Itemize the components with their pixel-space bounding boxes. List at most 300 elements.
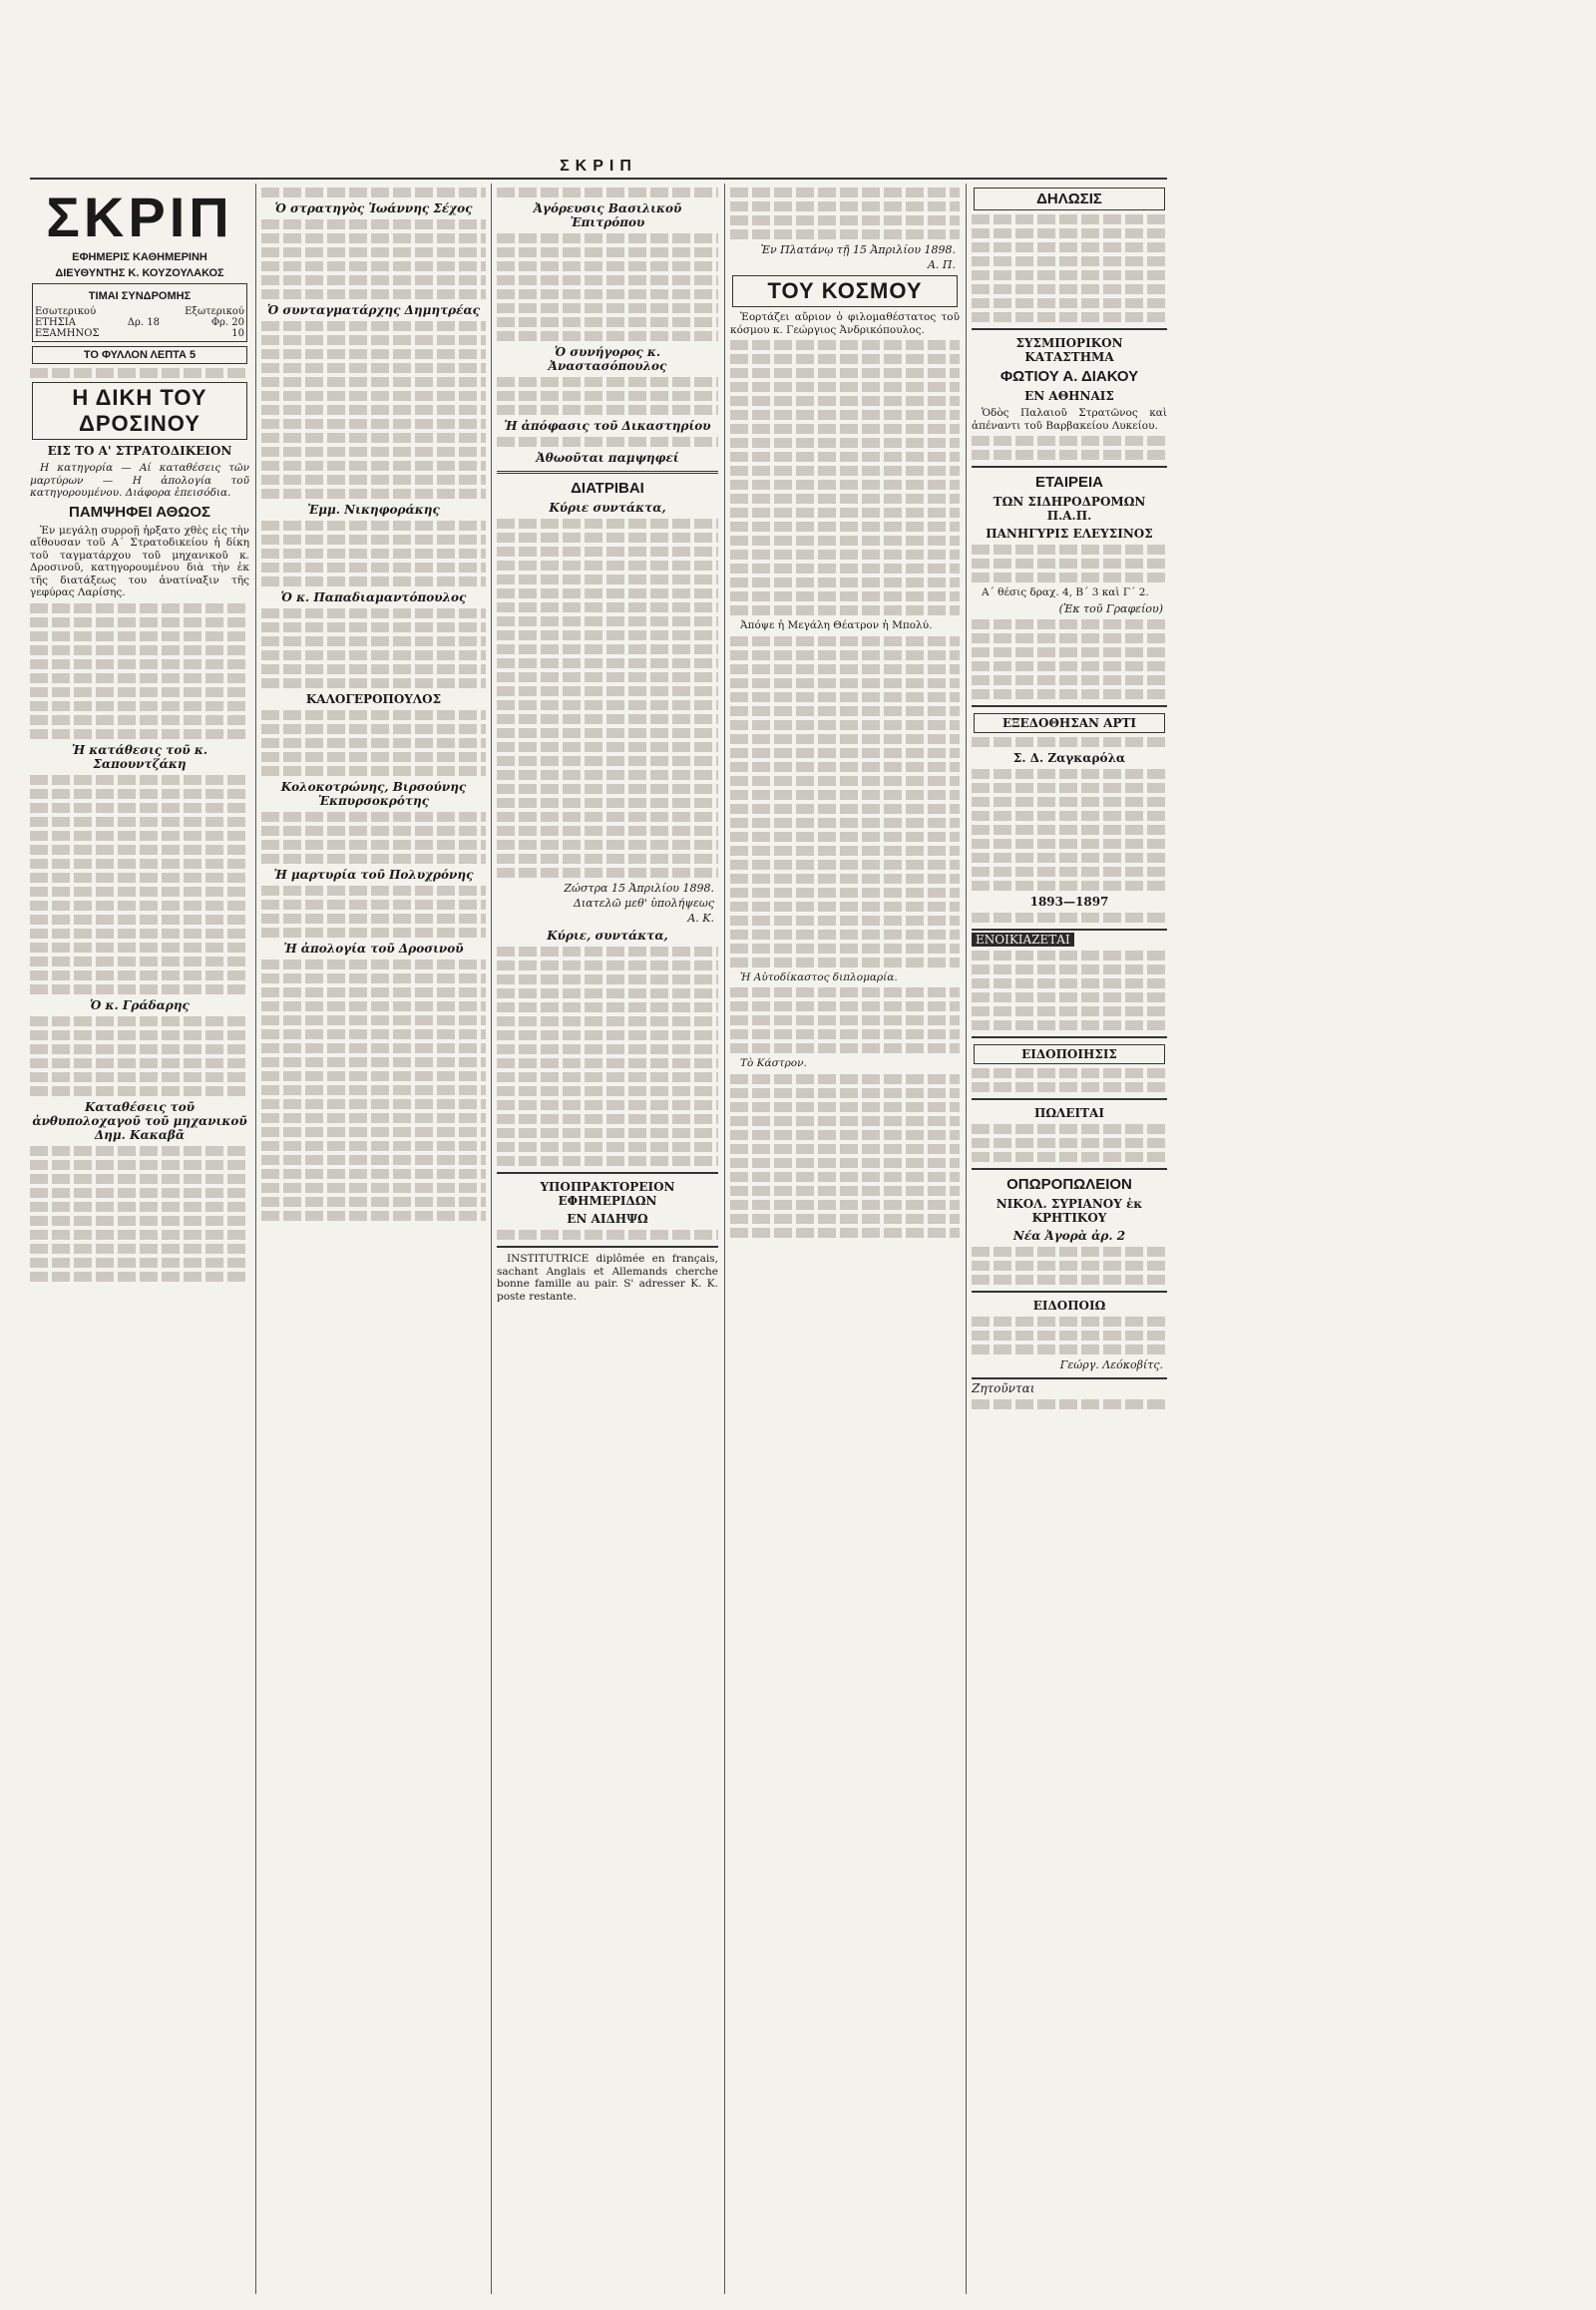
degraded-text — [30, 943, 249, 953]
rail-title: ΕΤΑΙΡΕΙΑ — [1034, 474, 1104, 491]
column-4 — [730, 184, 960, 2294]
degraded-text — [972, 228, 1167, 238]
degraded-text — [261, 405, 486, 415]
degraded-text — [261, 461, 486, 471]
degraded-text — [261, 928, 486, 938]
degraded-text — [730, 1116, 960, 1126]
degraded-text — [261, 1197, 486, 1207]
letter-date: Ζώστρα 15 Ἀπριλίου 1898. — [564, 882, 714, 895]
degraded-text — [497, 533, 718, 543]
degraded-text — [30, 831, 249, 841]
rent-title: ΕΝΟΙΚΙΑΖΕΤΑΙ — [972, 933, 1074, 947]
degraded-text — [261, 419, 486, 429]
degraded-text — [497, 728, 718, 738]
degraded-text — [30, 789, 249, 799]
degraded-text — [261, 563, 486, 573]
degraded-text — [261, 261, 486, 271]
degraded-text — [730, 1015, 960, 1025]
degraded-text — [261, 475, 486, 485]
degraded-text — [261, 854, 486, 864]
prices-title: ΤΙΜΑΙ ΣΥΝΔΡΟΜΗΣ — [88, 290, 192, 302]
degraded-text — [730, 720, 960, 730]
degraded-text — [497, 261, 718, 271]
degraded-text — [972, 978, 1167, 988]
degraded-text — [261, 363, 486, 373]
degraded-text — [497, 974, 718, 984]
degraded-text — [730, 1228, 960, 1238]
degraded-text — [497, 826, 718, 836]
degraded-text — [497, 317, 718, 327]
degraded-text — [972, 270, 1167, 280]
degraded-text — [730, 762, 960, 772]
degraded-text — [261, 710, 486, 720]
degraded-text — [972, 284, 1167, 294]
degraded-text — [261, 1043, 486, 1053]
column-rule — [491, 184, 492, 2294]
degraded-text — [261, 433, 486, 443]
ad-title: ΥΠΟΠΡΑΚΤΟΡΕΙΟΝ ΕΦΗΜΕΡΙΔΩΝ — [540, 1180, 675, 1208]
degraded-text — [730, 1088, 960, 1098]
degraded-text — [261, 535, 486, 545]
degraded-text — [972, 853, 1167, 863]
degraded-text — [30, 1072, 249, 1082]
degraded-text — [972, 811, 1167, 821]
degraded-text — [497, 1072, 718, 1082]
degraded-text — [30, 859, 249, 869]
degraded-text — [730, 692, 960, 702]
sheet-price: ΤΟ ΦΥΛΛΟΝ ΛΕΠΤΑ 5 — [32, 346, 247, 364]
degraded-text — [730, 1029, 960, 1039]
column-rule — [255, 184, 256, 2294]
degraded-text — [972, 913, 1167, 923]
degraded-text — [730, 368, 960, 378]
degraded-text — [972, 559, 1167, 569]
degraded-text — [972, 647, 1167, 657]
degraded-text — [261, 233, 486, 243]
degraded-text — [30, 915, 249, 925]
section-heading: Ἐμμ. Νικηφοράκης — [307, 503, 440, 517]
degraded-text — [972, 964, 1167, 974]
degraded-text — [261, 1141, 486, 1151]
degraded-text — [972, 436, 1167, 446]
degraded-text — [730, 1200, 960, 1210]
year-label: ΕΤΗΣΙΑ — [35, 317, 76, 328]
degraded-text — [261, 622, 486, 632]
degraded-text — [730, 480, 960, 490]
shop-city: ΕΝ ΑΘΗΝΑΙΣ — [1024, 389, 1114, 403]
degraded-text — [730, 508, 960, 518]
degraded-text — [730, 1074, 960, 1084]
degraded-text — [497, 988, 718, 998]
degraded-text — [972, 881, 1167, 891]
sale-title: ΠΩΛΕΙΤΑΙ — [1034, 1105, 1104, 1120]
degraded-text — [261, 1183, 486, 1193]
degraded-text — [497, 630, 718, 640]
degraded-text — [30, 368, 249, 378]
degraded-text — [730, 888, 960, 898]
shop-name: ΦΩΤΙΟΥ Α. ΔΙΑΚΟΥ — [999, 368, 1139, 385]
degraded-text — [30, 1174, 249, 1184]
degraded-text — [972, 839, 1167, 849]
degraded-text — [497, 289, 718, 299]
degraded-text — [730, 987, 960, 997]
degraded-text — [972, 633, 1167, 643]
degraded-text — [497, 1044, 718, 1054]
degraded-text — [730, 564, 960, 574]
degraded-text — [261, 289, 486, 299]
degraded-text — [261, 275, 486, 285]
degraded-text — [261, 1001, 486, 1011]
degraded-text — [497, 391, 718, 401]
section-heading: Ἡ μαρτυρία τοῦ Πολυχρόνης — [273, 868, 474, 882]
degraded-text — [497, 798, 718, 808]
degraded-text — [30, 617, 249, 627]
degraded-text — [30, 687, 249, 697]
degraded-text — [261, 391, 486, 401]
degraded-text — [730, 494, 960, 504]
degraded-text — [497, 840, 718, 850]
degraded-text — [30, 901, 249, 911]
degraded-text — [972, 1152, 1167, 1162]
degraded-text — [261, 349, 486, 359]
degraded-text — [30, 659, 249, 669]
degraded-text — [730, 591, 960, 601]
degraded-text — [730, 354, 960, 364]
degraded-text — [972, 797, 1167, 807]
degraded-text — [730, 522, 960, 532]
section-heading: Ὁ κ. Παπαδιαμαντόπουλος — [280, 590, 467, 604]
verdict: ΠΑΜΨΗΦΕΙ ΑΘΩΟΣ — [68, 503, 211, 521]
notices-title: ΔΗΛΩΣΙΣ — [974, 188, 1165, 210]
dateline: Ἐν Πλατάνῳ τῇ 15 Ἀπριλίου 1898. — [760, 243, 956, 256]
degraded-text — [972, 256, 1167, 266]
letter-closing: Διατελῶ μεθ' ὑπολήψεως — [573, 897, 714, 910]
degraded-text — [730, 678, 960, 688]
degraded-text — [497, 1128, 718, 1138]
rail-name: ΤΩΝ ΣΙΔΗΡΟΔΡΟΜΩΝ Π.Α.Π. — [993, 495, 1146, 523]
degraded-text — [497, 437, 718, 447]
degraded-text — [972, 1124, 1167, 1134]
degraded-text — [730, 536, 960, 546]
degraded-text — [730, 1130, 960, 1140]
degraded-text — [497, 275, 718, 285]
degraded-text — [30, 1202, 249, 1212]
section-heading: Ἡ ἀπολογία τοῦ Δροσινοῦ — [283, 942, 464, 956]
degraded-text — [261, 247, 486, 257]
shop-address: Ὁδὸς Παλαιοῦ Στρατῶνος καὶ ἀπέναντι τοῦ Βαρβακείου Λυκείου. — [972, 407, 1167, 432]
headline: Η ΔΙΚΗ ΤΟΥ ΔΡΟΣΙΝΟΥ — [32, 382, 247, 440]
degraded-text — [261, 219, 486, 229]
half-outer-price: 10 — [231, 328, 244, 339]
degraded-text — [30, 803, 249, 813]
ad-subtitle: ΕΝ ΑΙΔΗΨΩ — [567, 1212, 648, 1226]
wanted-advertisement — [972, 1377, 1167, 1409]
degraded-text — [261, 678, 486, 688]
degraded-text — [730, 466, 960, 476]
degraded-text — [497, 1016, 718, 1026]
degraded-text — [730, 578, 960, 587]
degraded-text — [972, 1317, 1167, 1327]
wanted-title: Ζητοῦνται — [972, 1380, 1035, 1395]
degraded-text — [972, 1275, 1167, 1285]
degraded-text — [497, 644, 718, 654]
degraded-text — [730, 410, 960, 420]
degraded-text — [497, 1086, 718, 1096]
degraded-text — [497, 519, 718, 529]
diatribai-title: ΔΙΑΤΡΙΒΑΙ — [571, 480, 644, 497]
degraded-text — [730, 930, 960, 940]
degraded-text — [497, 561, 718, 571]
section-heading: Ὁ κ. Γράδαρης — [90, 997, 190, 1012]
degraded-text — [972, 619, 1167, 629]
degraded-text — [972, 1006, 1167, 1016]
degraded-text — [730, 790, 960, 800]
fruit-title: ΟΠΩΡΟΠΩΛΕΙΟΝ — [1006, 1175, 1132, 1193]
degraded-text — [261, 1099, 486, 1109]
column-rule — [966, 184, 967, 2294]
degraded-text — [972, 312, 1167, 322]
column-rule — [724, 184, 725, 2294]
degraded-text — [261, 608, 486, 618]
degraded-text — [730, 188, 960, 197]
degraded-text — [497, 233, 718, 243]
degraded-text — [972, 1331, 1167, 1341]
year-outer-price: Φρ. 20 — [210, 317, 244, 328]
degraded-text — [30, 873, 249, 883]
degraded-text — [730, 1172, 960, 1182]
degraded-text — [30, 1272, 249, 1282]
degraded-text — [972, 867, 1167, 877]
degraded-text — [497, 405, 718, 415]
notice2-advertisement — [972, 1291, 1167, 1371]
degraded-text — [972, 242, 1167, 252]
prices-outer-label: Εξωτερικού — [185, 306, 244, 317]
books-author: Σ. Δ. Ζαγκαρόλα — [1012, 750, 1126, 765]
books-years: 1893—1897 — [1029, 894, 1109, 909]
degraded-text — [497, 854, 718, 864]
degraded-text — [730, 916, 960, 926]
subscription-box — [32, 283, 247, 342]
degraded-text — [497, 1002, 718, 1012]
rent-advertisement — [972, 929, 1167, 1030]
running-head: ΣΚΡΙΠ — [30, 158, 1167, 180]
degraded-text — [30, 957, 249, 966]
degraded-text — [30, 1244, 249, 1254]
degraded-text — [730, 846, 960, 856]
degraded-text — [30, 1258, 249, 1268]
degraded-text — [30, 1030, 249, 1040]
degraded-text — [730, 550, 960, 560]
railway-advertisement — [972, 466, 1167, 615]
degraded-text — [497, 1030, 718, 1040]
degraded-text — [30, 775, 249, 785]
social-item: Τὸ Κάστρον. — [740, 1057, 807, 1069]
degraded-text — [972, 737, 1167, 747]
notice2-title: ΕΙΔΟΠΟΙΩ — [1032, 1298, 1106, 1313]
degraded-text — [261, 1113, 486, 1123]
degraded-text — [972, 450, 1167, 460]
degraded-text — [972, 1020, 1167, 1030]
section-heading: Καταθέσεις τοῦ ἀνθυπολοχαγοῦ τοῦ μηχανικοῦ Δημ. Κακαβᾶ — [32, 1099, 247, 1142]
degraded-text — [497, 756, 718, 766]
degraded-text — [730, 902, 960, 912]
degraded-text — [261, 738, 486, 748]
degraded-text — [30, 817, 249, 827]
degraded-text — [972, 675, 1167, 685]
divider — [497, 471, 718, 474]
degraded-text — [497, 1142, 718, 1152]
degraded-text — [497, 377, 718, 387]
degraded-text — [730, 706, 960, 716]
fruit-advertisement — [972, 1168, 1167, 1285]
social-item: Ἡ Αὐτοδίκαστος διπλομαρία. — [740, 970, 898, 983]
letter-greeting: Κύριε συντάκτα, — [549, 501, 666, 515]
degraded-text — [261, 840, 486, 850]
degraded-text — [30, 715, 249, 725]
degraded-text — [261, 521, 486, 531]
degraded-text — [730, 958, 960, 967]
column-5 — [972, 184, 1167, 2294]
degraded-text — [497, 303, 718, 313]
degraded-text — [972, 214, 1167, 224]
degraded-text — [497, 547, 718, 557]
degraded-text — [30, 970, 249, 980]
degraded-text — [730, 804, 960, 814]
degraded-text — [730, 664, 960, 674]
rail-note: (Ἐκ τοῦ Γραφείου) — [1058, 601, 1163, 615]
degraded-text — [497, 658, 718, 668]
degraded-text — [972, 992, 1167, 1002]
degraded-text — [972, 769, 1167, 779]
fruit-name: ΝΙΚΟΛ. ΣΥΡΙΑΝΟΥ ἐκ ΚΡΗΤΙΚΟΥ — [996, 1196, 1143, 1225]
degraded-text — [972, 1399, 1167, 1409]
degraded-text — [30, 1086, 249, 1096]
degraded-text — [261, 650, 486, 660]
letter-greeting: Κύριε, συντάκτα, — [547, 929, 668, 943]
notice-title: ΕΙΔΟΠΟΙΗΣΙΣ — [974, 1044, 1165, 1064]
degraded-text — [497, 672, 718, 682]
sale-advertisement — [972, 1098, 1167, 1162]
degraded-text — [261, 489, 486, 499]
degraded-text — [730, 396, 960, 406]
degraded-text — [30, 1016, 249, 1026]
ad-french-text: INSTITUTRICE diplômée en français, sachant Anglais et Allemands cherche bonne famille au pair. S' adresser K. K. poste restante. — [497, 1253, 718, 1303]
degraded-text — [497, 1100, 718, 1110]
degraded-text — [261, 1155, 486, 1165]
degraded-text — [497, 1114, 718, 1124]
degraded-text — [261, 1127, 486, 1137]
section-heading: Ἡ κατάθεσις τοῦ κ. Σαπουντζάκη — [71, 742, 208, 771]
degraded-text — [730, 438, 960, 448]
degraded-text — [261, 664, 486, 674]
degraded-text — [497, 812, 718, 822]
degraded-text — [497, 868, 718, 878]
degraded-text — [261, 377, 486, 387]
degraded-text — [261, 321, 486, 331]
degraded-text — [497, 616, 718, 626]
degraded-text — [730, 382, 960, 392]
degraded-text — [730, 1001, 960, 1011]
degraded-text — [497, 1230, 718, 1240]
degraded-text — [730, 215, 960, 225]
degraded-text — [730, 636, 960, 646]
degraded-text — [30, 984, 249, 994]
notice2-signature: Γεώργ. Λεόκοβίτς. — [1059, 1357, 1163, 1371]
degraded-text — [261, 886, 486, 896]
degraded-text — [730, 1102, 960, 1112]
column-3 — [497, 184, 718, 2294]
degraded-text — [730, 1214, 960, 1224]
section-heading: Ἀγόρευσις Βασιλικοῦ Ἐπιτρόπου — [533, 201, 682, 229]
degraded-text — [497, 742, 718, 752]
masthead-title: ΣΚΡΙΠ — [46, 186, 233, 248]
degraded-text — [730, 748, 960, 758]
degraded-text — [261, 1211, 486, 1221]
degraded-text — [972, 689, 1167, 699]
degraded-text — [261, 188, 486, 197]
degraded-text — [261, 812, 486, 822]
degraded-text — [497, 247, 718, 257]
degraded-text — [497, 947, 718, 957]
degraded-text — [261, 636, 486, 646]
degraded-text — [730, 734, 960, 744]
degraded-text — [730, 1043, 960, 1053]
half-label: ΕΞΑΜΗΝΟΣ — [35, 328, 100, 339]
degraded-text — [730, 776, 960, 786]
section-heading: Ὁ συνήγορος κ. Ἀναστασόπουλος — [548, 345, 667, 373]
section-heading: Ὁ στρατηγὸς Ἰωάννης Σέχος — [274, 201, 473, 215]
degraded-text — [261, 826, 486, 836]
degraded-text — [261, 987, 486, 997]
degraded-text — [30, 603, 249, 613]
degraded-text — [497, 770, 718, 780]
degraded-text — [261, 1169, 486, 1179]
degraded-text — [730, 1144, 960, 1154]
degraded-text — [972, 573, 1167, 582]
degraded-text — [30, 701, 249, 711]
degraded-text — [972, 951, 1167, 961]
masthead-subtitle: ΕΦΗΜΕΡΙΣ ΚΑΘΗΜΕΡΙΝΗ — [72, 251, 207, 263]
degraded-text — [30, 645, 249, 655]
degraded-text — [30, 1160, 249, 1170]
rail-prices: Α΄ θέσις δραχ. 4, Β΄ 3 καὶ Γ΄ 2. — [982, 586, 1149, 598]
section-heading: Ἡ ἀπόφασις τοῦ Δικαστηρίου — [504, 419, 711, 433]
degraded-text — [972, 1138, 1167, 1148]
degraded-text — [730, 340, 960, 350]
article-intro: Ἐν μεγάλῃ συρροῇ ἠρξατο χθὲς εἰς τὴν αἴθουσαν τοῦ Α΄ Στρατοδικείου ἡ δίκη τοῦ ταγματάρχου τοῦ μηχανικοῦ κ. Δροσινοῦ, κατηγορουμένου διὰ τὴν ἐκ τῆς διατάξεως του ἀνατίναξιν τῆς γεφύρας Λαρίσης. — [30, 524, 249, 598]
prices-inner-label: Εσωτερικού — [35, 306, 97, 317]
section-heading: Ἀθωοῦται παμψηφεί — [536, 451, 679, 465]
degraded-text — [261, 900, 486, 910]
degraded-text — [497, 784, 718, 794]
degraded-text — [972, 1068, 1167, 1078]
kicker: Η κατηγορία — Αί καταθέσεις τῶν μαρτύρων — Η ἀπολογία τοῦ κατηγορουμένου. Διάφορα ἐπεισόδια. — [30, 462, 249, 499]
degraded-text — [497, 1058, 718, 1068]
letter-signature: Α. Κ. — [687, 912, 714, 925]
degraded-text — [261, 1029, 486, 1039]
degraded-text — [972, 545, 1167, 555]
degraded-text — [972, 783, 1167, 793]
degraded-text — [261, 549, 486, 559]
dateline-signature: Α. Π. — [927, 258, 956, 271]
rail-subtitle: ΠΑΝΗΓΥΡΙΣ ΕΛΕΥΣΙΝΟΣ — [986, 527, 1153, 541]
degraded-text — [972, 1082, 1167, 1092]
section-title: ΤΟΥ ΚΟΣΜΟΥ — [732, 275, 958, 307]
degraded-text — [497, 961, 718, 970]
degraded-text — [30, 1058, 249, 1068]
degraded-text — [972, 1261, 1167, 1271]
degraded-text — [261, 1071, 486, 1081]
